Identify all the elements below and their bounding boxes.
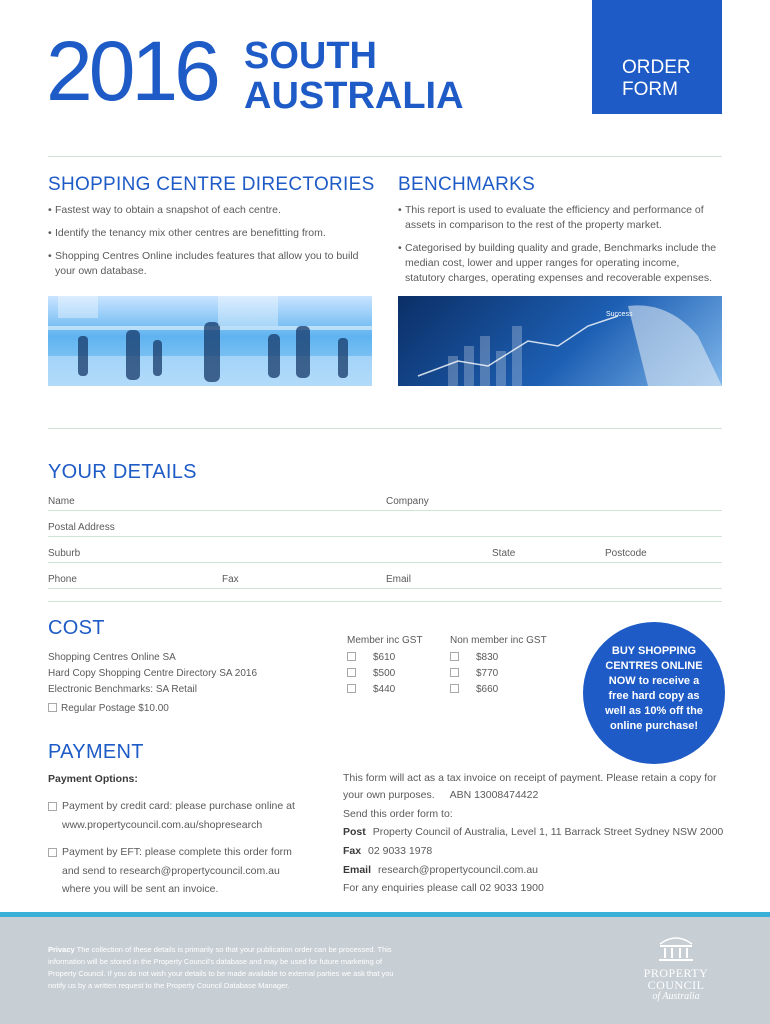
enquiries-line: For any enquiries please call 02 9033 1900 [343, 882, 544, 894]
member-price: $610 [373, 652, 396, 663]
property-council-logo [628, 934, 724, 1002]
member-price: $440 [373, 684, 396, 695]
phone-label: Phone [48, 574, 77, 585]
privacy-text: The collection of these details is primarily so that your publication order can be processed. This information will be stored in the Property Council's database and may be used for future marketing of Property Council. If you do not wish your details to be made available to external parties we ask that you notify us by a written request to the Property Council Database Manager. [48, 945, 394, 990]
eft-checkbox[interactable] [48, 848, 57, 857]
privacy-notice [48, 944, 408, 992]
shopping-centre-photo [48, 296, 372, 386]
header-region [244, 36, 464, 116]
directories-bullet: • Identify the tenancy mix other centres are benefitting from. [48, 226, 368, 241]
directories-bullet: • Shopping Centres Online includes features that allow you to build your own database. [48, 249, 368, 279]
postcode-label: Postcode [605, 548, 647, 559]
nonmember-price: $770 [476, 668, 499, 679]
abn: ABN 13008474422 [449, 789, 539, 801]
fax-label: Fax [222, 574, 239, 585]
postal-address-field[interactable] [48, 536, 722, 537]
divider [48, 156, 722, 157]
payment-heading: PAYMENT [48, 741, 144, 763]
member-checkbox[interactable] [347, 652, 356, 661]
nonmember-checkbox[interactable] [450, 668, 459, 677]
logo-line3: of Australia [652, 991, 700, 1002]
order-line1: ORDER [622, 57, 691, 78]
credit-card-option-line1: Payment by credit card: please purchase online at [62, 800, 295, 812]
cost-item-name: Shopping Centres Online SA [48, 652, 176, 663]
nonmember-price: $660 [476, 684, 499, 695]
credit-card-option-line2[interactable]: www.propertycouncil.com.au/shopresearch [62, 819, 263, 831]
credit-card-checkbox[interactable] [48, 802, 57, 811]
suburb-label: Suburb [48, 548, 81, 559]
email-address[interactable]: research@propertycouncil.com.au [377, 864, 539, 876]
eft-option-line1: Payment by EFT: please complete this order form [62, 846, 292, 858]
benchmarks-bullet: • Categorised by building quality and grade, Benchmarks include the median cost, lower and upper ranges for operating income, statutory charges, operating expenses and recoverable expenses. [398, 241, 722, 286]
eft-option-line3: where you will be sent an invoice. [62, 883, 219, 895]
cost-heading: COST [48, 617, 105, 639]
payment-options-label: Payment Options: [48, 773, 138, 785]
header-region-line2: AUSTRALIA [244, 75, 464, 117]
company-label: Company [386, 496, 429, 507]
suburb-state-postcode-field[interactable] [48, 562, 722, 563]
eft-option-line2: and send to research@propertycouncil.com.au [62, 865, 280, 877]
directories-bullet: • Fastest way to obtain a snapshot of each centre. [48, 203, 368, 218]
nonmember-column-header: Non member inc GST [450, 635, 547, 646]
member-checkbox[interactable] [347, 668, 356, 677]
state-label: State [492, 548, 516, 559]
postal-address-label: Postal Address [48, 522, 115, 533]
divider [48, 601, 722, 602]
tax-invoice-line1: This form will act as a tax invoice on receipt of payment. Please retain a copy for [343, 772, 717, 784]
your-details-heading: YOUR DETAILS [48, 461, 197, 483]
member-price: $500 [373, 668, 396, 679]
header-year: 2016 [46, 24, 217, 118]
post-address: Property Council of Australia, Level 1, 11 Barrack Street Sydney NSW 2000 [372, 826, 724, 838]
success-label: Success [606, 311, 633, 318]
fax-row [343, 842, 432, 861]
nonmember-price: $830 [476, 652, 499, 663]
order-form-title [622, 57, 691, 101]
benchmarks-photo [398, 296, 722, 386]
directories-bullets [48, 203, 368, 287]
header-region-line1: SOUTH [244, 35, 377, 77]
benchmarks-bullets [398, 203, 722, 294]
send-to-label: Send this order form to: [343, 808, 453, 820]
promo-text: BUY SHOPPING CENTRES ONLINE NOW to receive a free hard copy as well as 10% off the online purchase! [605, 645, 703, 732]
logo-line1: PROPERTY [643, 966, 709, 980]
email-label: Email [386, 574, 412, 585]
order-line2: FORM [622, 79, 678, 100]
tax-invoice-text: your own purposes. [343, 789, 435, 801]
email-key: Email [343, 864, 372, 876]
nonmember-checkbox[interactable] [450, 652, 459, 661]
shoppers-illustration [48, 296, 372, 386]
fax-number: 02 9033 1978 [368, 845, 433, 857]
email-row [343, 861, 538, 880]
chart-hand-illustration [398, 296, 722, 386]
name-label: Name [48, 496, 75, 507]
benchmarks-heading: BENCHMARKS [398, 174, 536, 195]
name-company-field[interactable] [48, 510, 722, 511]
promo-badge [583, 622, 725, 764]
member-column-header: Member inc GST [347, 635, 423, 646]
post-row [343, 823, 723, 842]
cost-item-name: Electronic Benchmarks: SA Retail [48, 684, 197, 695]
postage-label: Regular Postage $10.00 [61, 703, 169, 714]
tax-invoice-line2 [343, 786, 538, 805]
building-icon [656, 934, 696, 962]
logo-line2: COUNCIL [647, 978, 705, 992]
post-label: Post [343, 826, 366, 838]
fax-key: Fax [343, 845, 362, 857]
nonmember-checkbox[interactable] [450, 684, 459, 693]
benchmarks-bullet: • This report is used to evaluate the efficiency and performance of assets in comparison to the rest of the property market. [398, 203, 722, 233]
postage-checkbox[interactable] [48, 703, 57, 712]
cost-item-name: Hard Copy Shopping Centre Directory SA 2016 [48, 668, 258, 679]
footer-accent-bar [0, 912, 770, 917]
phone-fax-email-field[interactable] [48, 588, 722, 589]
divider [48, 428, 722, 429]
member-checkbox[interactable] [347, 684, 356, 693]
privacy-label: Privacy [48, 945, 75, 954]
directories-heading: SHOPPING CENTRE DIRECTORIES [48, 174, 375, 195]
